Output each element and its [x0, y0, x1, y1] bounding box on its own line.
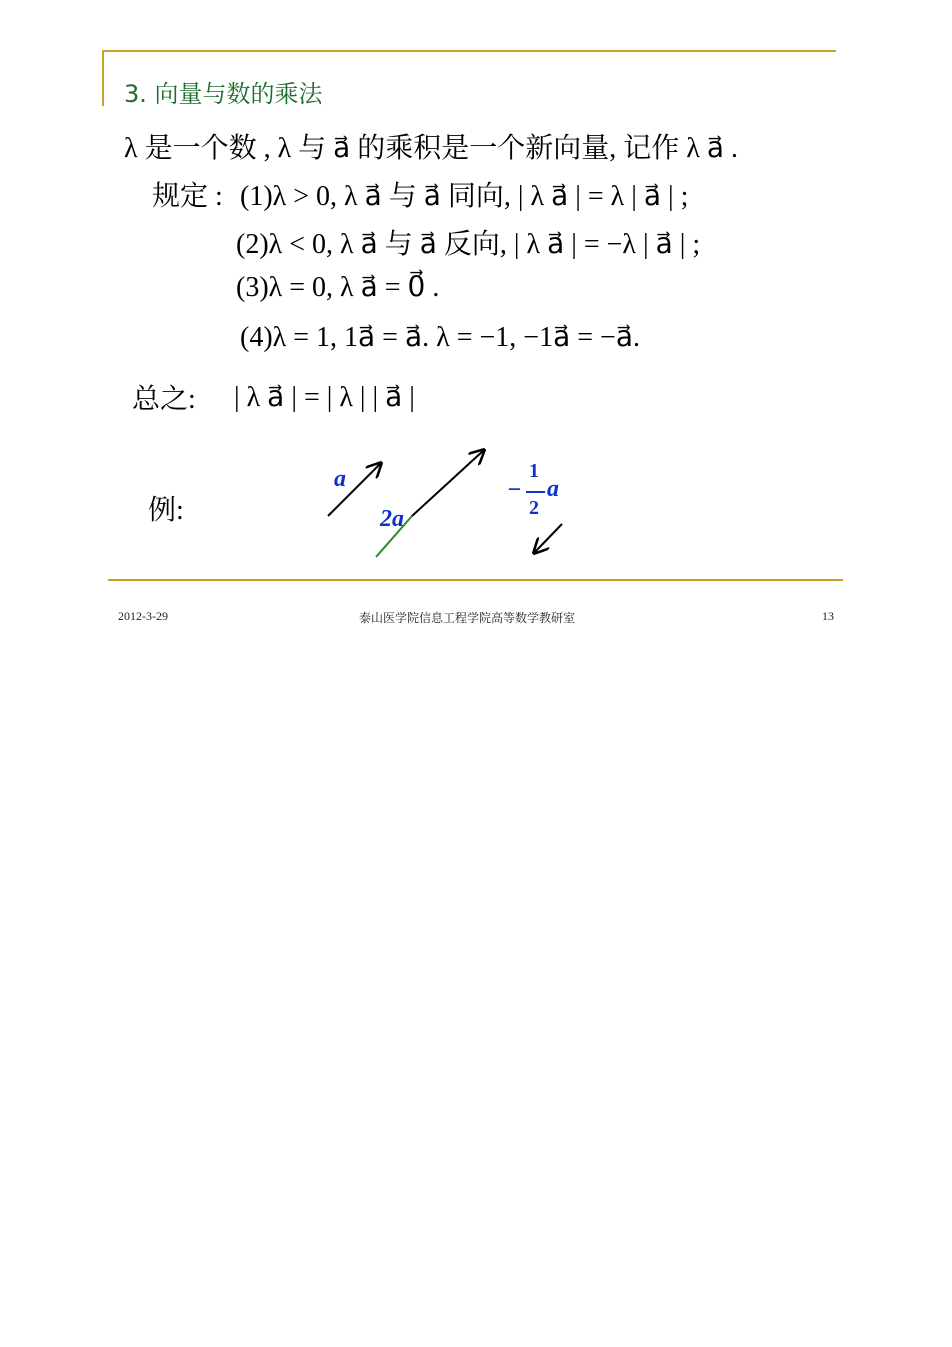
footer-rule: [108, 579, 843, 581]
vector-neg-half-numerator: 1: [529, 460, 539, 482]
vector-2a-label: 2a⃗: [380, 506, 423, 532]
rule-3: (3)λ = 0, λ a⃗ = 0⃗ .: [236, 272, 440, 303]
footer-page-number: 13: [822, 609, 834, 623]
summary-label: 总之:: [132, 384, 196, 415]
rule-4: (4)λ = 1, 1a⃗ = a⃗. λ = −1, −1a⃗ = −a⃗.: [240, 322, 640, 353]
vector-neg-half-denominator: 2: [529, 497, 539, 519]
rule-2: (2)λ < 0, λ a⃗ 与 a⃗ 反向, | λ a⃗ | = −λ | a⃗ | ;: [236, 229, 701, 260]
vector-neg-half-a-arrow: [534, 524, 562, 553]
example-label: 例:: [148, 495, 184, 526]
rule-1: (1)λ > 0, λ a⃗ 与 a⃗ 同向, | λ a⃗ | = λ | a⃗ | ;: [240, 181, 689, 212]
rules-label: 规定 :: [152, 181, 223, 212]
definition-line: λ 是一个数 , λ 与 a⃗ 的乘积是一个新向量, 记作 λ a⃗ .: [124, 133, 739, 164]
vector-neg-half-a-label: a⃗: [547, 476, 578, 502]
vector-neg-half-minus: −: [507, 477, 522, 503]
footer-date: 2012-3-29: [118, 609, 168, 623]
summary-formula: | λ a⃗ | = | λ | | a⃗ |: [234, 382, 415, 413]
section-title: 3. 向量与数的乘法: [124, 80, 323, 108]
footer-org: 泰山医学院信息工程学院高等数学教研室: [359, 611, 576, 625]
vector-a-label: a⃗: [334, 466, 365, 492]
